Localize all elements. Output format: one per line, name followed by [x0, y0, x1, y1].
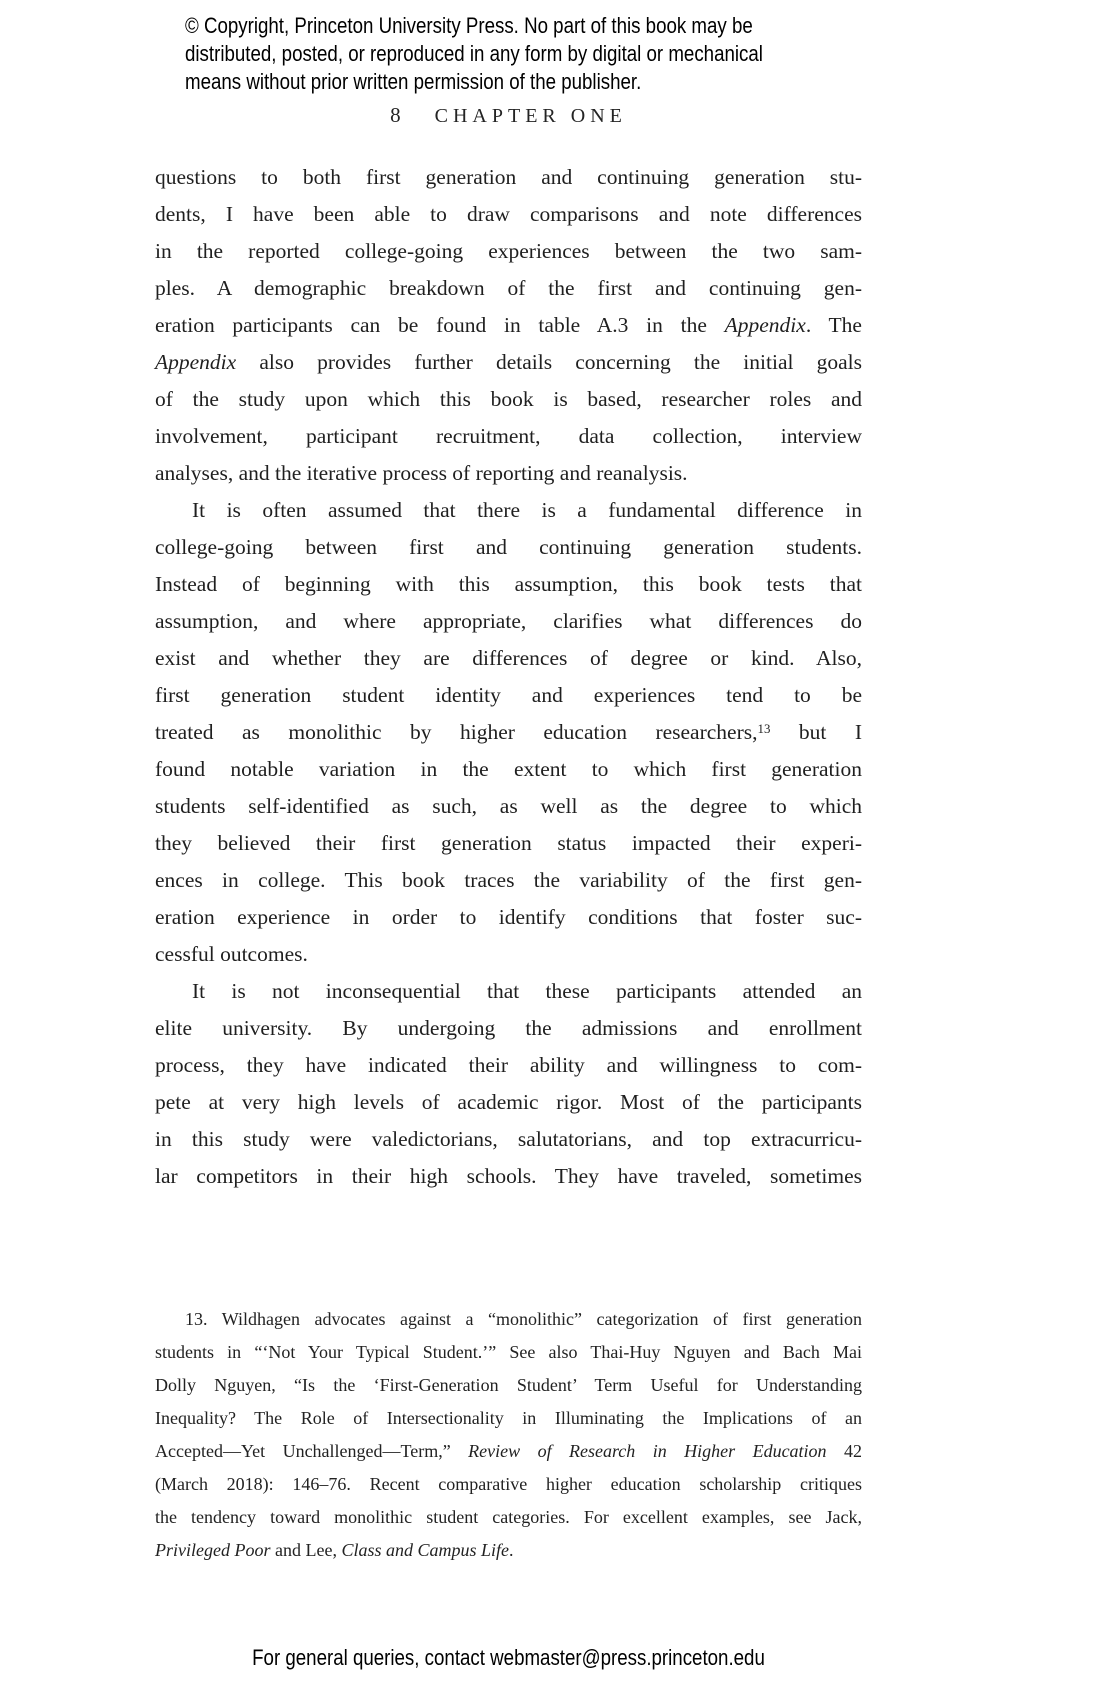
body-text: questions to both first generation and continuing generation stu- dents, I have been able to draw comparisons and note differences in the reported college-going experiences between the two sam- ples. A demographic breakdown of the first and continuing gen- eration participants can be found in table A.3 in the Appendix. The Appendix also provides further details concerning the initial goals of the study upon which this book is based, researcher roles and involvement, participant recruitment, data collection, interview analyses, and the iterative process of reporting and reanalysis. It is often assumed that there is a fundamental difference in college-going between first and continuing generation students. Instead of beginning with this assumption, this book tests that assumption, and where appropriate, clarifies what differences do exist and whether they are differences of degree or kind. Also, first generation student identity and experiences tend to be treated as monolithic by higher education researchers,$^{13}$ but I found notable variation in the extent to which first generation students self-identified as such, as well as the degree to which they believed their first generation status impacted their experi- ences in college. This book traces the variability of the first gen- eration experience in order to identify conditions that foster suc- cessful outcomes. It is not inconsequential that these participants attended an elite university. By undergoing the admissions and enrollment process, they have indicated their ability and willingness to com- pete at very high levels of academic rigor. Most of the participants in this study were valedictorians, salutatorians, and top extracurricu- lar competitors in their high schools. They have traveled, sometimes — [155, 165, 863, 1188]
chapter-label: CHAPTER ONE — [434, 105, 627, 127]
running-head — [155, 103, 862, 128]
copyright-notice: © Copyright, Princeton University Press. No part of this book may be distributed, posted, or reproduced in any form by digital or mechanical means without prior written permission of the publisher. — [185, 13, 763, 94]
footnote-13: 13. Wildhagen advocates against a “monolithic” categorization of first generation students in “‘Not Your Typical Student.’” See also Thai-Huy Nguyen and Bach Mai Dolly Nguyen, “Is the ‘First-Generation Student’ Term Useful for Understanding Inequality? The Role of Intersectionality in Illuminating the Implications of an Accepted—Yet Unchallenged—Term,” Review of Research in Higher Education 42 (March 2018): 146–76. Recent comparative higher education scholarship critiques the tendency toward monolithic student categories. For excellent examples, see Jack, Privileged Poor and Lee, Class and Campus Life. — [155, 1309, 862, 1560]
footer-contact-text: For general queries, contact webmaster@press.princeton.edu — [252, 1645, 765, 1670]
page-footer — [208, 1645, 809, 1671]
page-number: 8 — [390, 103, 401, 127]
